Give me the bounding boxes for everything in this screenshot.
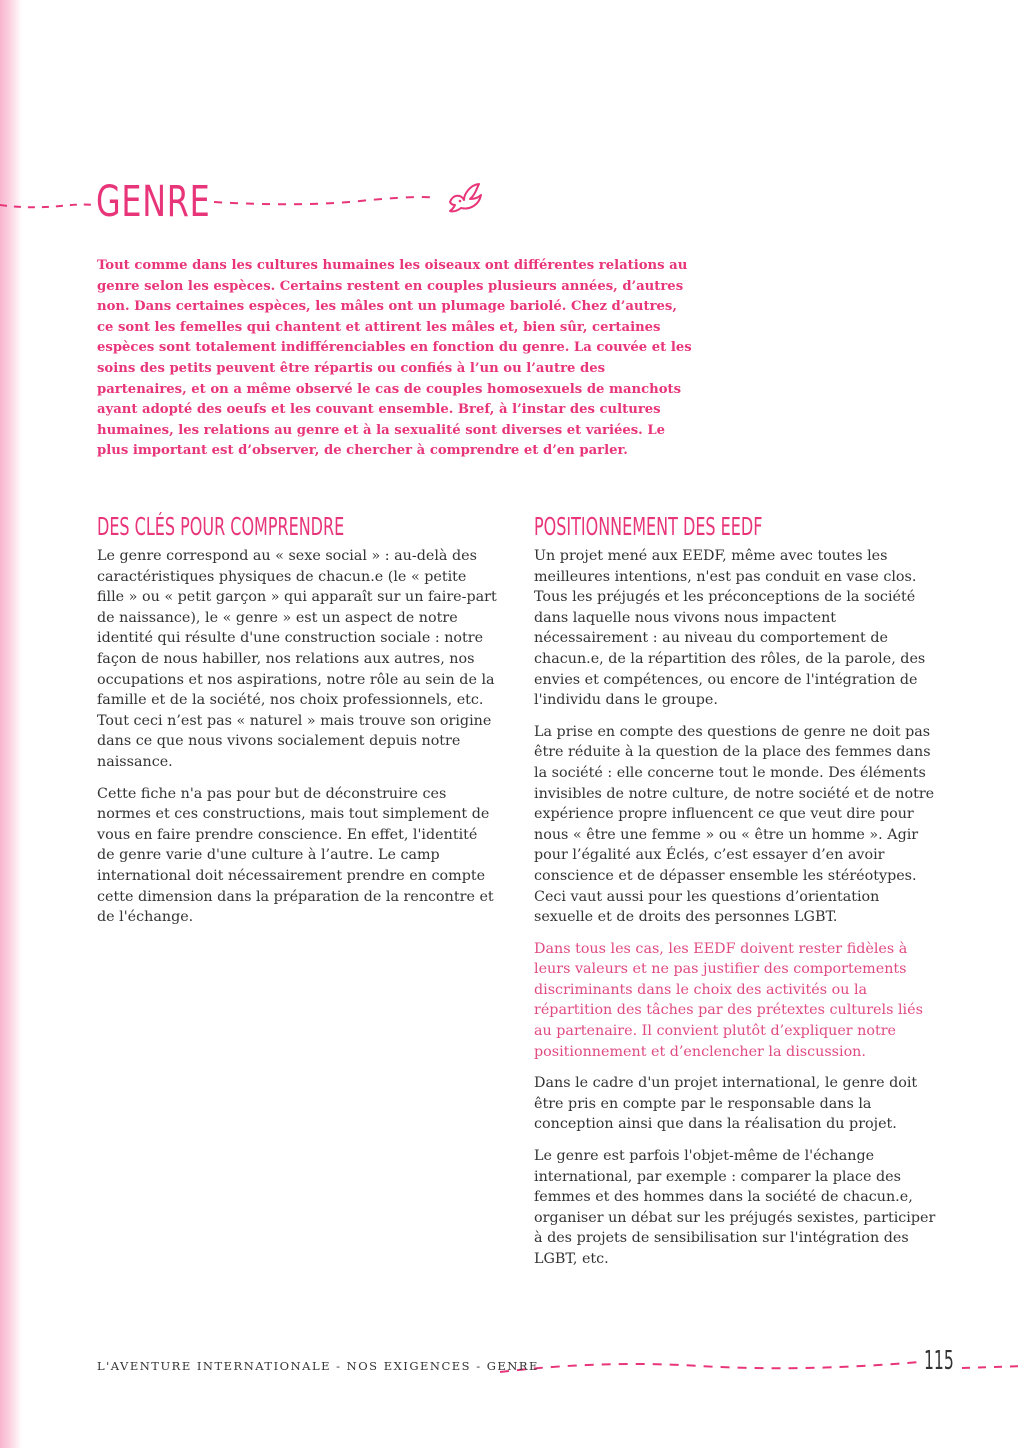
paragraph: Dans le cadre d'un projet international, le genre doit être pris en compte par le responsable dans la conception ainsi que dans la réalisation du projet.: [534, 1075, 918, 1133]
left-column: [97, 508, 497, 939]
section-heading-positionnement: POSITIONNEMENT DES EEDF: [534, 512, 763, 541]
paragraph: Un projet mené aux EEDF, même avec toutes les meilleures intentions, n'est pas conduit en vase clos. Tous les préjugés et les préconceptions de la société dans laquelle nous vivons nous impactent nécessairement : au niveau du comportement de chacun.e, de la répartition des rôles, de la parole, des envies et compétences, ou encore de l'intégration de l'individu dans le groupe.: [534, 548, 926, 709]
left-decorative-strip: [0, 0, 22, 1448]
paragraph: Le genre est parfois l'objet-même de l'échange international, par exemple : comparer la place des femmes et des hommes dans la société de chacun.e, organiser un débat sur les préjugés sexistes, participer à des projets de sensibilisation sur l'intégration des LGBT, etc.: [534, 1148, 936, 1267]
section-heading-cles: DES CLÉS POUR COMPRENDRE: [97, 512, 345, 541]
paragraph: Cette fiche n'a pas pour but de déconstruire ces normes et ces constructions, mais tout simplement de vous en faire prendre conscience. En effet, l'identité de genre varie d'une culture à l’autre. Le camp international doit nécessairement prendre en compte cette dimension dans la préparation de la rencontre et de l'échange.: [97, 785, 494, 926]
footer-dashed-line-end: [962, 1366, 1024, 1368]
footer-breadcrumb: L'AVENTURE INTERNATIONALE - NOS EXIGENCES - GENRE: [97, 1359, 539, 1373]
intro-paragraph: Tout comme dans les cultures humaines les oiseaux ont différentes relations au genre selon les espèces. Certains restent en couples plusieurs années, d’autres non. Dans certaines espèces, les mâles ont un plumage bariolé. Chez d’autres, ce sont les femelles qui chantent et attirent les mâles et, bien sûr, certaines espèces sont totalement indifférenciables en fonction du genre. La couvée et les soins des petits peuvent être répartis ou confiés à l’un ou l’autre des partenaires, et on a même observé le cas de couples homosexuels de manchots ayant adopté des oeufs et les couvant ensemble. Bref, à l’instar des cultures humaines, les relations au genre et à la sexualité sont diverses et variées. Le plus important est d’observer, de chercher à comprendre et d’en parler.: [97, 258, 692, 459]
paragraph: La prise en compte des questions de genre ne doit pas être réduite à la question de la place des femmes dans la société : elle concerne tout le monde. Des éléments invisibles de notre culture, de notre société et de notre expérience propre influencent ce que veut dire pour nous « être une femme » ou « être un homme ». Agir pour l’égalité aux Éclés, c’est essayer d’en avoir conscience et de dépasser ensemble les stéréotypes. Ceci vaut aussi pour les questions d’orientation sexuelle et de droits des personnes LGBT.: [534, 723, 935, 926]
paragraph: Le genre correspond au « sexe social » : au-delà des caractéristiques physiques de chacun.e (le « petite fille » ou « petit garçon » qui apparaît sur un faire-part de naissance), le « genre » est un aspect de notre identité qui résulte d'une construction sociale : notre façon de nous habiller, nos relations aux autres, nos occupations et nos aspirations, notre rôle au sein de la famille et de la société, nos choix professionnels, etc. Tout ceci n’est pas « naturel » mais trouve son origine dans ce que nous vivons socialement depuis notre naissance.: [97, 548, 497, 770]
right-column: [534, 508, 940, 1281]
highlighted-paragraph: Dans tous les cas, les EEDF doivent rester fidèles à leurs valeurs et ne pas justifier des comportements discriminants dans le choix des activités ou la répartition des tâches par des prétextes culturels liés au partenaire. Il convient plutôt d’expliquer notre positionnement et d’enclencher la discussion.: [534, 940, 923, 1060]
page-number: 115: [924, 1346, 954, 1376]
page-title: GENRE: [96, 177, 211, 227]
bird-icon: [444, 180, 484, 216]
title-dashed-line-right: [214, 197, 436, 204]
footer-dashed-line: [500, 1362, 920, 1372]
